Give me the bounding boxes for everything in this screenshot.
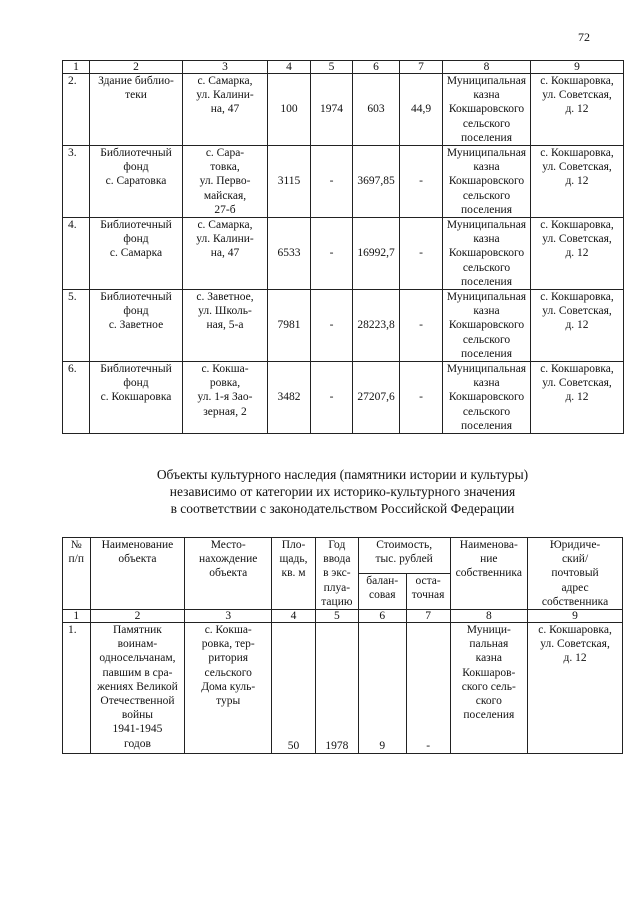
column-number: 8: [450, 610, 528, 623]
commission-year: -: [311, 290, 353, 362]
property-table: [62, 60, 624, 434]
balance-value: 28223,8: [353, 290, 400, 362]
object-location: с. Сара- товка, ул. Перво- майская, 27-б: [183, 146, 268, 218]
object-location: с. Кокша- ровка, тер- ритория сельского Дома куль- туры: [185, 623, 272, 754]
column-number: 8: [443, 61, 531, 74]
row-number: 1.: [63, 623, 91, 754]
cultural-heritage-table: [62, 537, 623, 754]
owner-address: с. Кокшаровка, ул. Советская, д. 12: [528, 623, 623, 754]
column-number: 7: [400, 61, 443, 74]
object-name: Библиотечный фонд с. Заветное: [90, 290, 183, 362]
owner-address: с. Кокшаровка, ул. Советская, д. 12: [531, 362, 624, 434]
commission-year: -: [311, 362, 353, 434]
column-number: 6: [353, 61, 400, 74]
header-row: [63, 538, 623, 574]
object-location: с. Самарка, ул. Калини- на, 47: [183, 218, 268, 290]
owner-name: Муниципальная казна Кокшаровского сельского поселения: [443, 218, 531, 290]
owner-name: Муниципальная казна Кокшаровского сельского поселения: [443, 146, 531, 218]
section-heading: Объекты культурного наследия (памятники истории и культуры) независимо от категории их историко-культурного значения в соответствии с законодательством Российской Федерации: [156, 467, 529, 516]
object-name: Библиотечный фонд с. Самарка: [90, 218, 183, 290]
object-name: Памятник воинам- односельчанам, павшим в сра- жениях Великой Отечественной войны 1941-1945 годов: [90, 623, 185, 754]
owner-name: Муници- пальная казна Кокшаров- ского сель- ского поселения: [450, 623, 528, 754]
row-number: 4.: [63, 218, 90, 290]
row-number: 2.: [63, 74, 90, 146]
column-number: 9: [528, 610, 623, 623]
owner-name: Муниципальная казна Кокшаровского сельского поселения: [443, 74, 531, 146]
balance-value: 3697,85: [353, 146, 400, 218]
commission-year: 1978: [315, 623, 358, 754]
header-balance: балан- совая: [358, 574, 406, 610]
residual-value: -: [400, 362, 443, 434]
table-row: [63, 146, 624, 218]
column-number-row: [63, 61, 624, 74]
table-row: [63, 74, 624, 146]
object-area: 3115: [268, 146, 311, 218]
object-area: 7981: [268, 290, 311, 362]
object-area: 50: [272, 623, 316, 754]
column-number: 1: [63, 61, 90, 74]
table-row: [63, 362, 624, 434]
owner-name: Муниципальная казна Кокшаровского сельского поселения: [443, 362, 531, 434]
object-name: Здание библио- теки: [90, 74, 183, 146]
column-number: 2: [90, 61, 183, 74]
row-number: 3.: [63, 146, 90, 218]
header-year: Год ввода в экс- плуа- тацию: [315, 538, 358, 610]
column-number: 5: [311, 61, 353, 74]
commission-year: -: [311, 146, 353, 218]
header-location: Место- нахождение объекта: [185, 538, 272, 610]
header-name: Наименование объекта: [90, 538, 185, 610]
object-name: Библиотечный фонд с. Кокшаровка: [90, 362, 183, 434]
column-number: 4: [272, 610, 316, 623]
object-name: Библиотечный фонд с. Саратовка: [90, 146, 183, 218]
column-number: 3: [183, 61, 268, 74]
owner-address: с. Кокшаровка, ул. Советская, д. 12: [531, 290, 624, 362]
header-address: Юридиче- ский/ почтовый адрес собственника: [528, 538, 623, 610]
owner-address: с. Кокшаровка, ул. Советская, д. 12: [531, 146, 624, 218]
column-number: 6: [358, 610, 406, 623]
object-location: с. Заветное, ул. Школь- ная, 5-а: [183, 290, 268, 362]
commission-year: 1974: [311, 74, 353, 146]
residual-value: -: [400, 146, 443, 218]
owner-address: с. Кокшаровка, ул. Советская, д. 12: [531, 218, 624, 290]
page-number: 72: [578, 30, 590, 44]
column-number: 1: [63, 610, 91, 623]
residual-value: -: [400, 218, 443, 290]
column-number: 4: [268, 61, 311, 74]
column-number: 9: [531, 61, 624, 74]
column-number: 2: [90, 610, 185, 623]
column-number-row: [63, 610, 623, 623]
column-number: 5: [315, 610, 358, 623]
column-number: 3: [185, 610, 272, 623]
owner-address: с. Кокшаровка, ул. Советская, д. 12: [531, 74, 624, 146]
header-number: № п/п: [63, 538, 91, 610]
residual-value: -: [400, 290, 443, 362]
header-cost: Стоимость, тыс. рублей: [358, 538, 450, 574]
object-area: 3482: [268, 362, 311, 434]
column-number: 7: [406, 610, 450, 623]
object-area: 6533: [268, 218, 311, 290]
owner-name: Муниципальная казна Кокшаровского сельского поселения: [443, 290, 531, 362]
header-owner: Наименова- ние собственника: [450, 538, 528, 610]
table-row: [63, 623, 623, 754]
object-location: с. Кокша- ровка, ул. 1-я Зао- зерная, 2: [183, 362, 268, 434]
header-area: Пло- щадь, кв. м: [272, 538, 316, 610]
balance-value: 9: [358, 623, 406, 754]
residual-value: 44,9: [400, 74, 443, 146]
table-row: [63, 218, 624, 290]
object-area: 100: [268, 74, 311, 146]
balance-value: 16992,7: [353, 218, 400, 290]
object-location: с. Самарка, ул. Калини- на, 47: [183, 74, 268, 146]
header-residual: оста- точная: [406, 574, 450, 610]
table-row: [63, 290, 624, 362]
balance-value: 603: [353, 74, 400, 146]
row-number: 6.: [63, 362, 90, 434]
commission-year: -: [311, 218, 353, 290]
balance-value: 27207,6: [353, 362, 400, 434]
row-number: 5.: [63, 290, 90, 362]
residual-value: -: [406, 623, 450, 754]
